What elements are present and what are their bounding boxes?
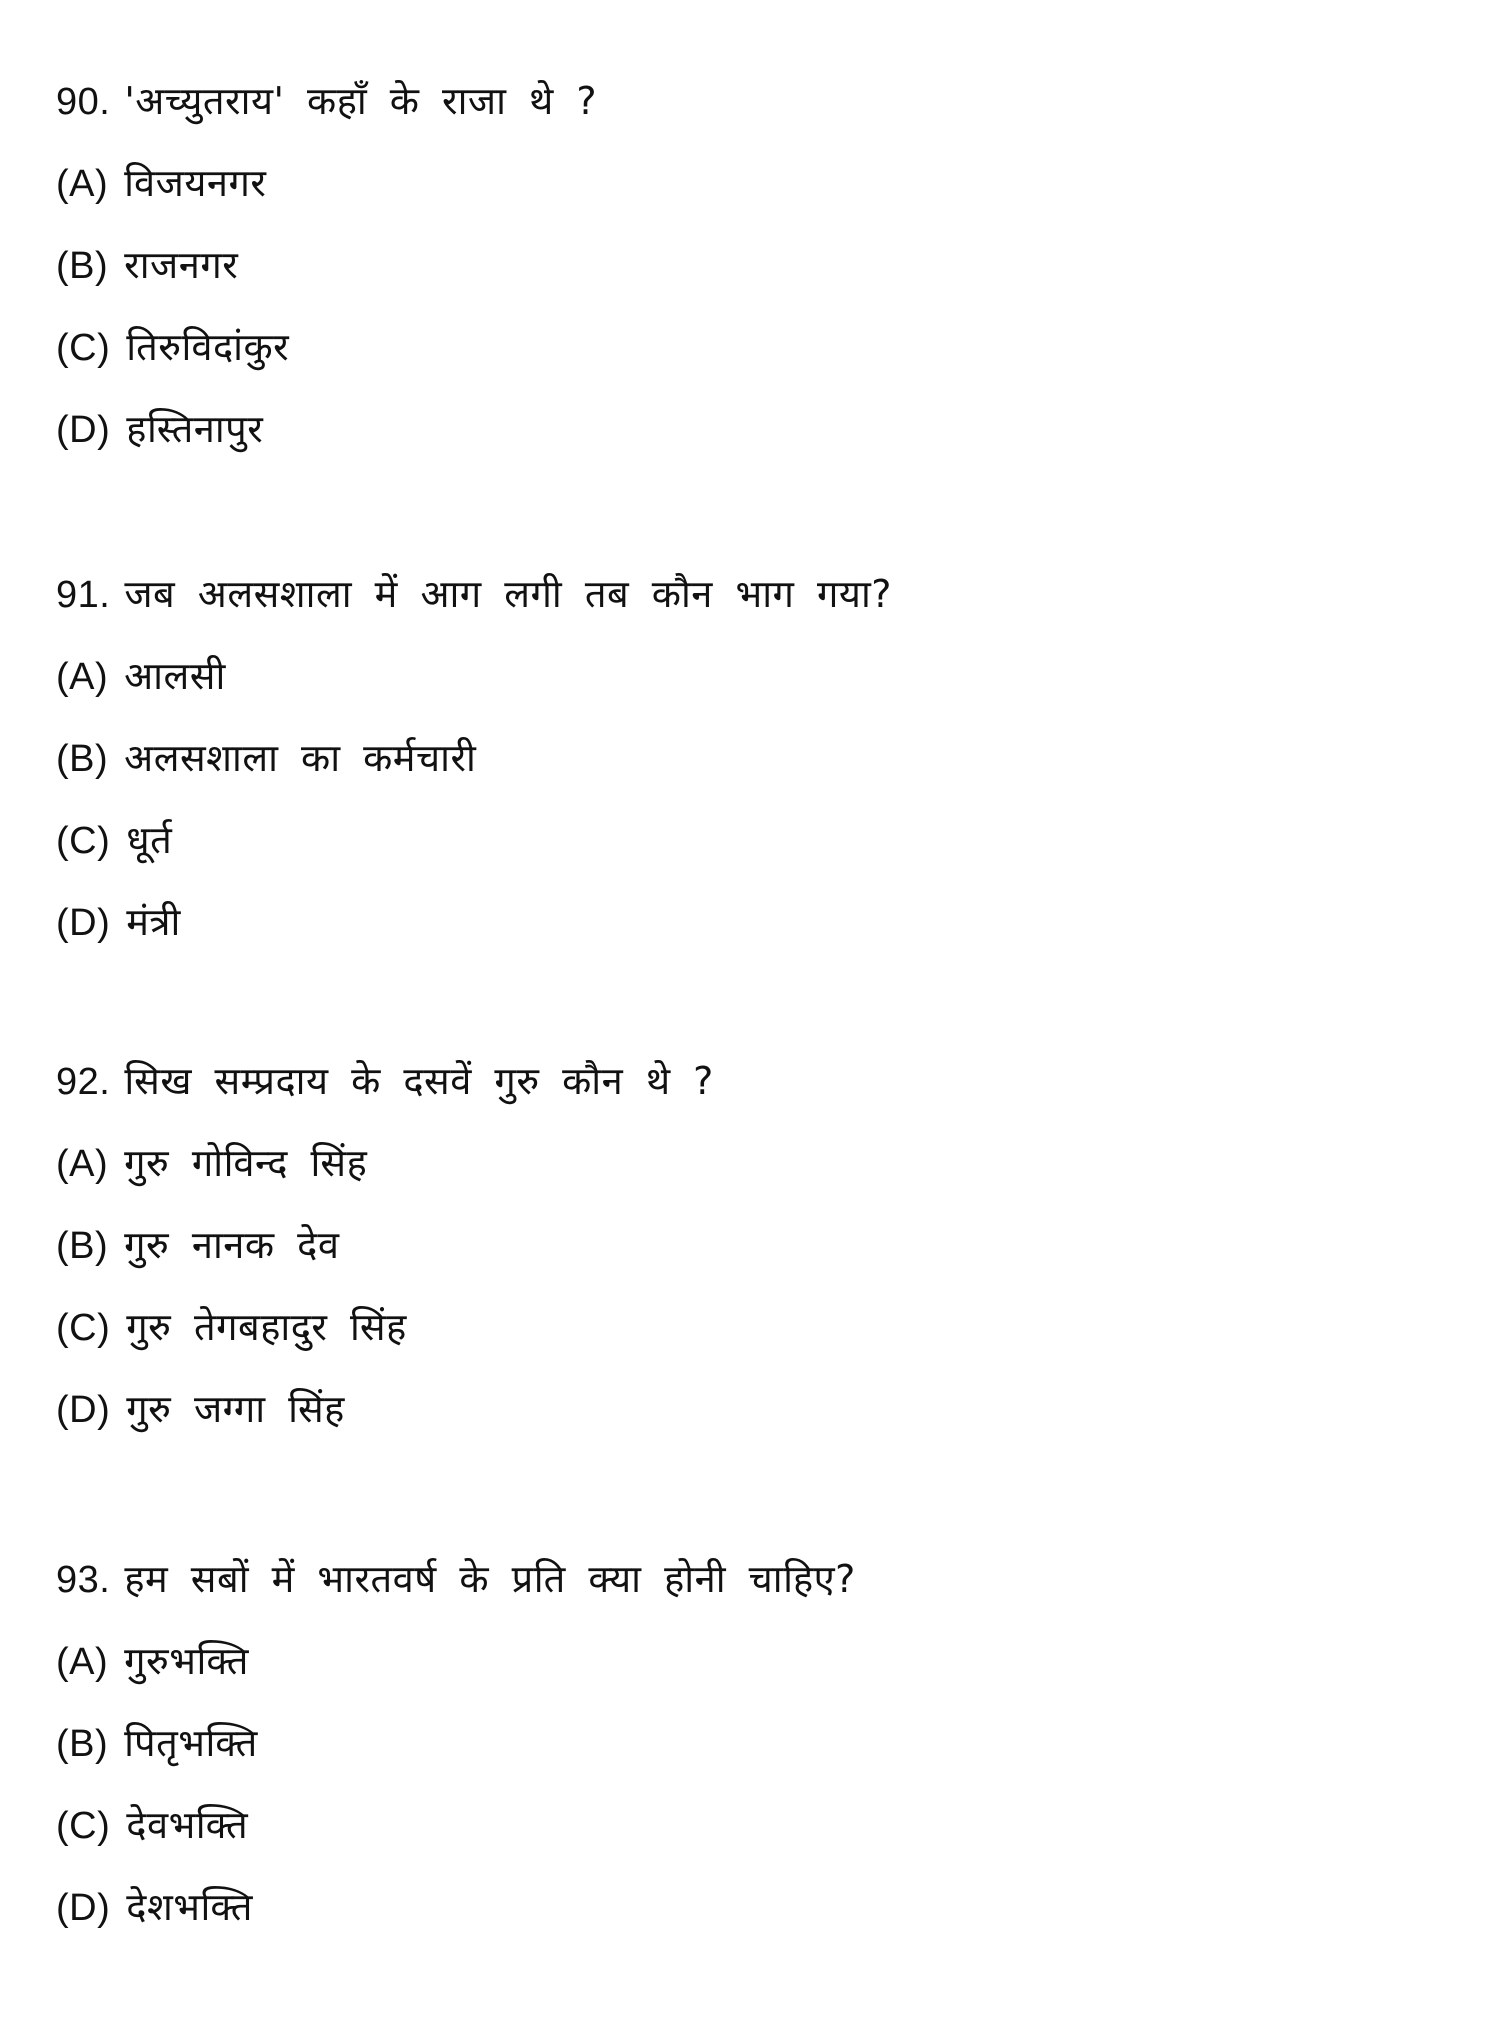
option-label: (A)	[56, 1143, 109, 1185]
question-90	[56, 60, 1436, 470]
option-label: (A)	[56, 656, 109, 698]
option-label: (C)	[56, 327, 111, 369]
option-label: (D)	[56, 409, 111, 451]
question-line	[56, 1538, 1436, 1620]
option-b[interactable]	[56, 224, 1436, 306]
question-number: 93.	[56, 1559, 111, 1601]
option-text: विजयनगर	[124, 161, 267, 205]
option-a[interactable]	[56, 635, 1436, 717]
option-c[interactable]	[56, 1784, 1436, 1866]
option-text: मंत्री	[126, 900, 181, 944]
option-text: तिरुविदांकुर	[126, 325, 290, 369]
question-line	[56, 553, 1436, 635]
option-d[interactable]	[56, 388, 1436, 470]
option-d[interactable]	[56, 1866, 1436, 1948]
question-text: हम सबों में भारतवर्ष के प्रति क्या होनी चाहिए?	[124, 1557, 856, 1601]
option-label: (C)	[56, 1307, 111, 1349]
option-text: पितृभक्ति	[124, 1721, 258, 1765]
option-a[interactable]	[56, 1620, 1436, 1702]
option-b[interactable]	[56, 1204, 1436, 1286]
option-label: (C)	[56, 820, 111, 862]
option-b[interactable]	[56, 1702, 1436, 1784]
question-number: 90.	[56, 81, 111, 123]
option-label: (A)	[56, 1641, 109, 1683]
option-label: (B)	[56, 1723, 109, 1765]
question-91	[56, 553, 1436, 963]
option-text: गुरु गोविन्द सिंह	[124, 1141, 368, 1185]
option-c[interactable]	[56, 1286, 1436, 1368]
option-text: गुरु नानक देव	[124, 1223, 340, 1267]
option-c[interactable]	[56, 799, 1436, 881]
option-text: आलसी	[124, 654, 226, 698]
option-text: गुरु जग्गा सिंह	[126, 1387, 345, 1431]
option-label: (D)	[56, 1389, 111, 1431]
question-text: जब अलसशाला में आग लगी तब कौन भाग गया?	[124, 572, 892, 616]
question-text: 'अच्युतराय' कहाँ के राजा थे ?	[124, 79, 598, 123]
option-text: धूर्त	[126, 818, 173, 862]
option-b[interactable]	[56, 717, 1436, 799]
question-93	[56, 1538, 1436, 1948]
option-label: (B)	[56, 245, 109, 287]
option-label: (B)	[56, 738, 109, 780]
option-text: अलसशाला का कर्मचारी	[124, 736, 477, 780]
option-c[interactable]	[56, 306, 1436, 388]
option-label: (D)	[56, 1887, 111, 1929]
option-text: देवभक्ति	[126, 1803, 249, 1847]
option-label: (C)	[56, 1805, 111, 1847]
option-label: (D)	[56, 902, 111, 944]
option-a[interactable]	[56, 142, 1436, 224]
option-text: हस्तिनापुर	[126, 407, 264, 451]
option-text: राजनगर	[124, 243, 239, 287]
question-number: 91.	[56, 574, 111, 616]
option-a[interactable]	[56, 1122, 1436, 1204]
option-d[interactable]	[56, 1368, 1436, 1450]
option-label: (B)	[56, 1225, 109, 1267]
question-number: 92.	[56, 1061, 111, 1103]
option-text: गुरुभक्ति	[124, 1639, 249, 1683]
option-label: (A)	[56, 163, 109, 205]
option-text: गुरु तेगबहादुर सिंह	[126, 1305, 407, 1349]
question-line	[56, 1040, 1436, 1122]
option-text: देशभक्ति	[126, 1885, 253, 1929]
question-text: सिख सम्प्रदाय के दसवें गुरु कौन थे ?	[124, 1059, 714, 1103]
option-d[interactable]	[56, 881, 1436, 963]
question-92	[56, 1040, 1436, 1450]
question-line	[56, 60, 1436, 142]
